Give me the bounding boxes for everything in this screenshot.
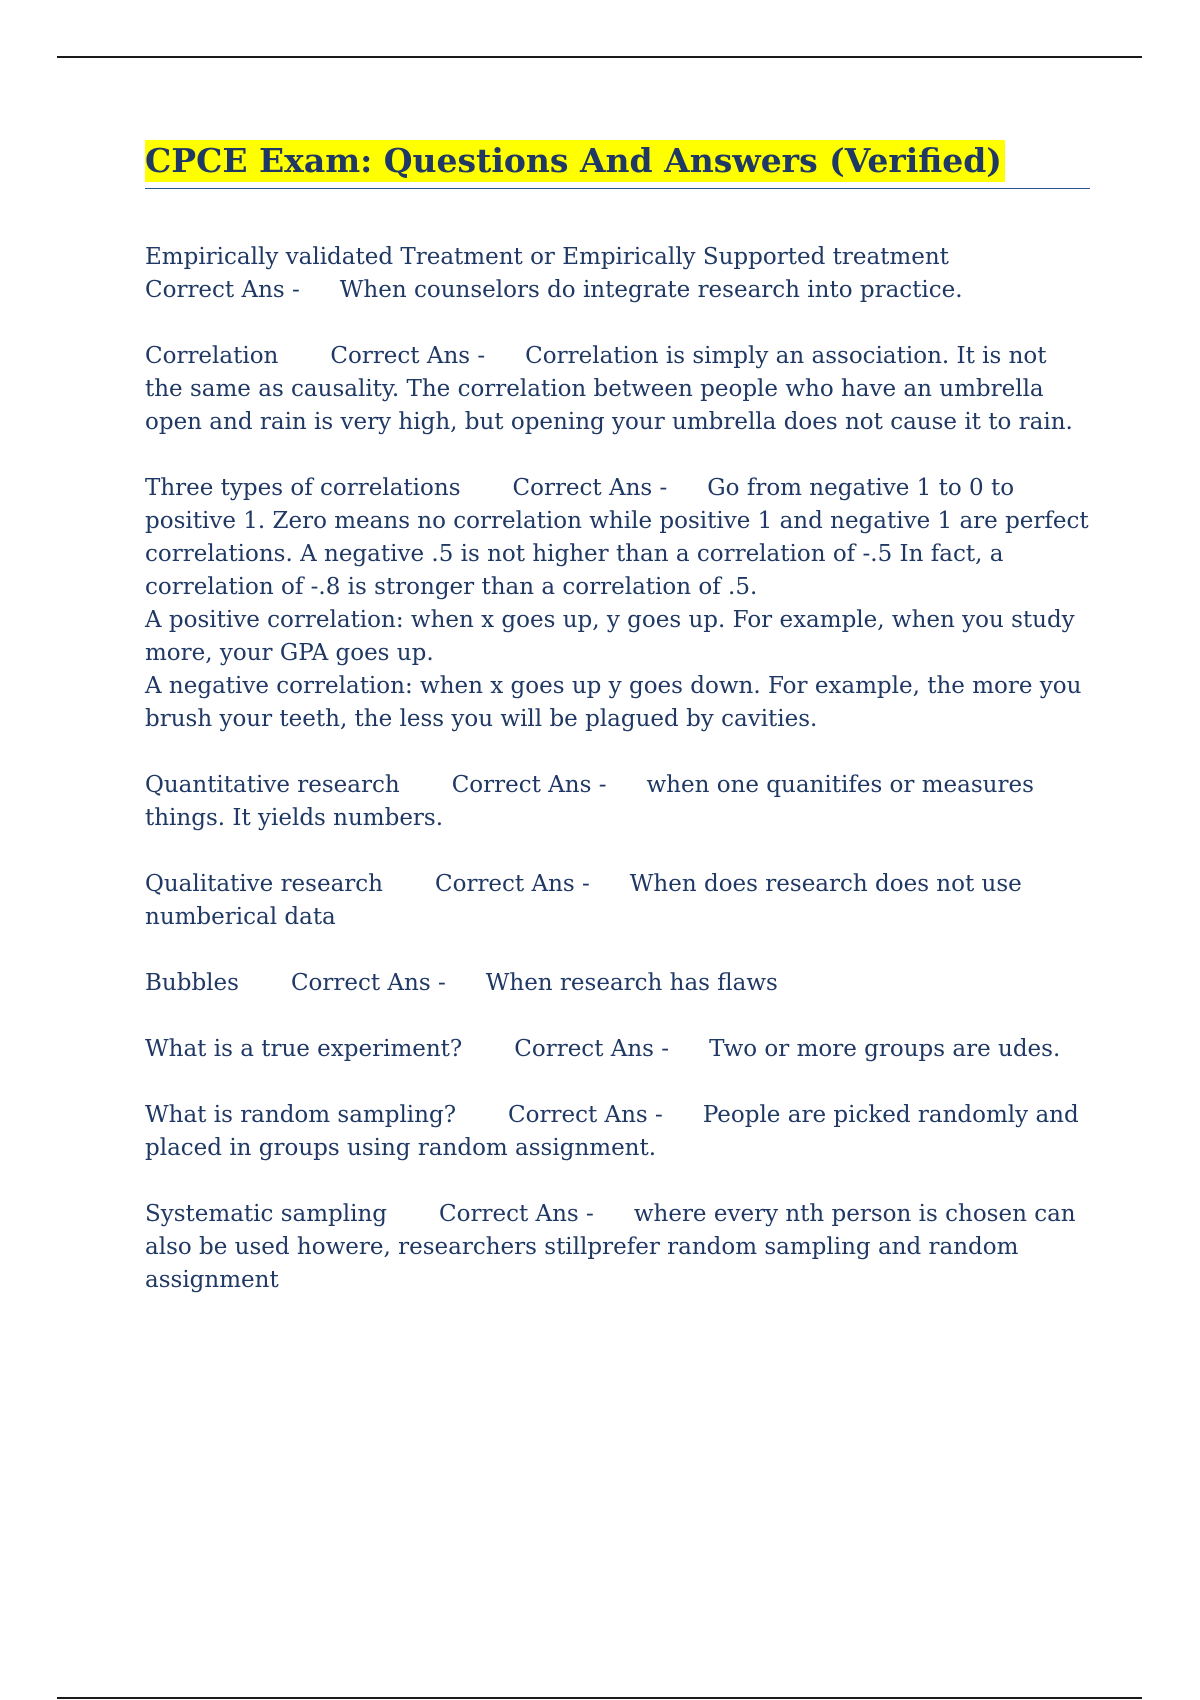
qa-item-correlation	[145, 340, 1090, 439]
qa-term: What is random sampling?	[145, 1102, 457, 1128]
qa-term: Qualitative research	[145, 871, 383, 897]
qa-answer-continued: A positive correlation: when x goes up, y goes up. For example, when you study more, your GPA goes up.	[145, 607, 1075, 666]
qa-term: Systematic sampling	[145, 1201, 388, 1227]
page-top-rule	[57, 56, 1142, 58]
qa-answer: When does research does not use numberical data	[145, 871, 1022, 930]
qa-answer-label: Correct Ans -	[435, 871, 590, 897]
qa-item-quantitative-research	[145, 769, 1090, 835]
qa-term: What is a true experiment?	[145, 1036, 463, 1062]
qa-answer: When research has flaws	[485, 970, 778, 996]
qa-answer-label: Correct Ans -	[451, 772, 607, 798]
qa-answer: when one quanitifes or measures things. It yields numbers.	[145, 772, 1034, 831]
qa-term: Correlation	[145, 343, 279, 369]
qa-answer-label: Correct Ans -	[514, 1036, 670, 1062]
qa-answer-label: Correct Ans -	[290, 970, 446, 996]
qa-answer: People are picked randomly and placed in groups using random assignment.	[145, 1102, 1079, 1161]
qa-item-three-types-of-correlations	[145, 472, 1090, 736]
qa-answer-label: Correct Ans -	[330, 343, 486, 369]
qa-answer-label: Correct Ans -	[512, 475, 668, 501]
qa-term: Three types of correlations	[145, 475, 461, 501]
title-block	[145, 140, 1090, 189]
qa-term: Quantitative research	[145, 772, 400, 798]
qa-term: Bubbles	[145, 970, 239, 996]
qa-answer-label: Correct Ans -	[145, 277, 300, 303]
qa-answer: When counselors do integrate research into practice.	[339, 277, 963, 303]
qa-answer: Two or more groups are udes.	[709, 1036, 1061, 1062]
qa-answer-label: Correct Ans -	[439, 1201, 594, 1227]
qa-answer-continued: A negative correlation: when x goes up y goes down. For example, the more you brush your teeth, the less you will be plagued by cavities.	[145, 673, 1082, 732]
qa-term: Empirically validated Treatment or Empirically Supported treatment	[145, 244, 949, 270]
qa-item-empirically-validated	[145, 241, 1090, 307]
document-page	[145, 140, 1090, 1330]
qa-item-bubbles	[145, 967, 1090, 1000]
page-bottom-rule	[57, 1697, 1142, 1699]
document-title: CPCE Exam: Questions And Answers (Verified)	[145, 140, 1005, 182]
qa-item-qualitative-research	[145, 868, 1090, 934]
qa-answer: where every nth person is chosen can also be used howere, researchers stillprefer random sampling and random assignment	[145, 1201, 1076, 1293]
qa-item-systematic-sampling	[145, 1198, 1090, 1297]
qa-answer: Go from negative 1 to 0 to positive 1. Zero means no correlation while positive 1 and negative 1 are perfect correlations. A negative .5 is not higher than a correlation of -.5 In fact, a correlation of -.8 is stronger than a correlation of .5.	[145, 475, 1089, 600]
qa-answer: Correlation is simply an association. It is not the same as causality. The correlation between people who have an umbrella open and rain is very high, but opening your umbrella does not cause it to rain.	[145, 343, 1073, 435]
qa-item-random-sampling	[145, 1099, 1090, 1165]
qa-answer-label: Correct Ans -	[508, 1102, 663, 1128]
qa-item-true-experiment	[145, 1033, 1090, 1066]
